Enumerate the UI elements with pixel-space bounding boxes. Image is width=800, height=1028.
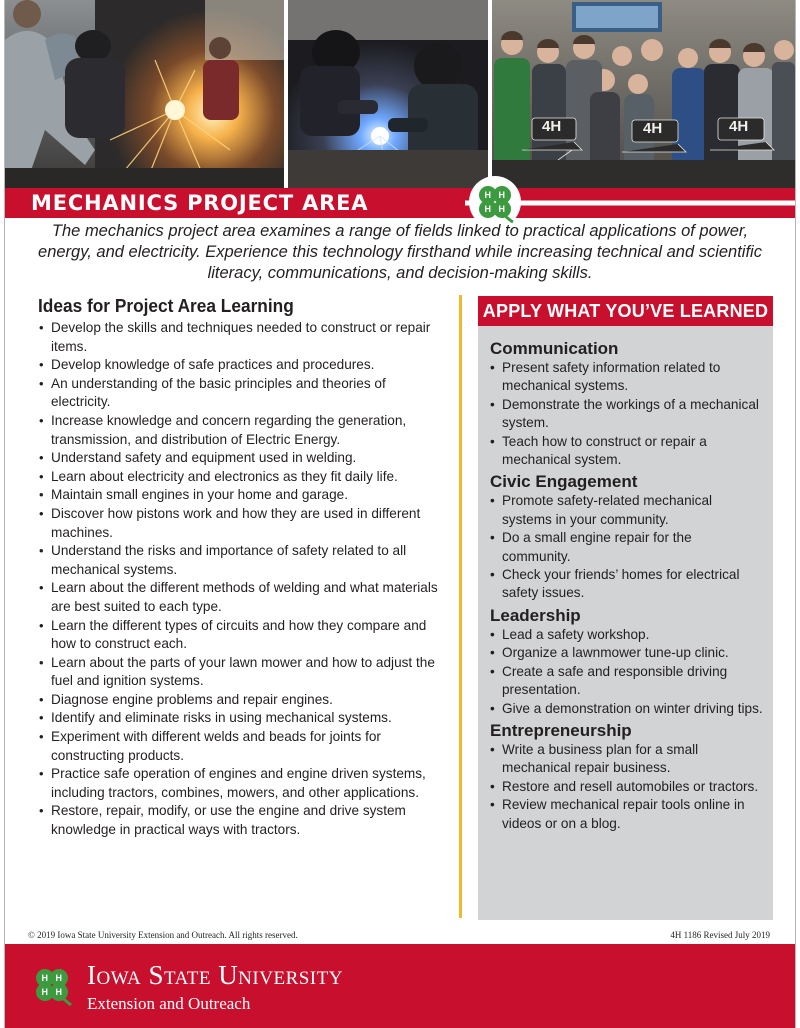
- svg-text:H: H: [484, 204, 491, 214]
- university-name: Iowa State University: [87, 960, 343, 990]
- list-item: • Present safety information related to mechanical systems.: [490, 359, 763, 396]
- list-item: • Learn about electricity and electronics as they fit daily life.: [38, 468, 443, 487]
- svg-text:H: H: [55, 987, 62, 997]
- svg-text:H: H: [484, 190, 491, 200]
- column-divider: [459, 295, 462, 918]
- intro-text: The mechanics project area examines a range of fields linked to practical applications of power, energy, and electricity. Experience this technology firsthand while increasing technical and scientific literacy, communications, and decision-making skills.: [38, 222, 762, 282]
- extension-name: Extension and Outreach: [87, 994, 251, 1013]
- list-item: • Restore, repair, modify, or use the engine and drive system knowledge in practical ways with tractors.: [38, 802, 443, 839]
- list-item: • Diagnose engine problems and repair engines.: [38, 691, 443, 710]
- list-item: • Check your friends’ homes for electrical safety issues.: [490, 566, 763, 603]
- list-item: • Discover how pistons work and how they are used in different machines.: [38, 505, 443, 542]
- photo-sign-3-text: 4H: [729, 118, 749, 135]
- svg-text:H: H: [41, 973, 48, 983]
- svg-text:H: H: [41, 987, 48, 997]
- apply-list-civic-engagement: [490, 492, 763, 602]
- document-number: 4H 1186 Revised July 2019: [670, 930, 770, 940]
- page-title: MECHANICS PROJECT AREA: [31, 191, 369, 215]
- list-item: • Learn the different types of circuits and how they compare and how to construct each.: [38, 617, 443, 654]
- list-item: • Demonstrate the workings of a mechanical system.: [490, 396, 763, 433]
- photo-sign-1-text: 4H: [542, 118, 562, 135]
- list-item: • Do a small engine repair for the community.: [490, 529, 763, 566]
- list-item: • Experiment with different welds and beads for joints for constructing products.: [38, 728, 443, 765]
- list-item: • Identify and eliminate risks in using mechanical systems.: [38, 709, 443, 728]
- list-item: • Maintain small engines in your home and garage.: [38, 486, 443, 505]
- photo-sign-2-text: 4H: [643, 120, 663, 137]
- svg-text:H: H: [55, 973, 62, 983]
- list-item: • Understand the risks and importance of safety related to all mechanical systems.: [38, 542, 443, 579]
- svg-text:H: H: [498, 204, 505, 214]
- footer-bar: [5, 944, 795, 1028]
- list-item: • Teach how to construct or repair a mechanical system.: [490, 433, 763, 470]
- apply-list-communication: [490, 359, 763, 469]
- list-item: • Develop the skills and techniques needed to construct or repair items.: [38, 319, 443, 356]
- apply-list-entrepreneurship: [490, 741, 763, 833]
- list-item: • Increase knowledge and concern regarding the generation, transmission, and distribution of Electric Energy.: [38, 412, 443, 449]
- list-item: • Lead a safety workshop.: [490, 626, 763, 644]
- apply-section-title: Civic Engagement: [490, 472, 638, 492]
- photo-welding: [288, 0, 488, 188]
- ideas-heading: Ideas for Project Area Learning: [38, 296, 294, 316]
- copyright-text: © 2019 Iowa State University Extension and Outreach. All rights reserved.: [28, 930, 298, 940]
- list-item: • Learn about the different methods of welding and what materials are best suited to each type.: [38, 579, 443, 616]
- list-item: • Understand safety and equipment used in welding.: [38, 449, 443, 468]
- apply-heading: APPLY WHAT YOU’VE LEARNED: [478, 296, 773, 326]
- apply-panel: [478, 326, 773, 920]
- list-item: • Restore and resell automobiles or tractors.: [490, 778, 763, 796]
- photo-grinding-sparks: [5, 0, 284, 188]
- list-item: • Create a safe and responsible driving presentation.: [490, 663, 763, 700]
- ideas-list: [38, 319, 443, 840]
- list-item: • Promote safety-related mechanical systems in your community.: [490, 492, 763, 529]
- list-item: • Review mechanical repair tools online in videos or on a blog.: [490, 796, 763, 833]
- list-item: • Organize a lawnmower tune-up clinic.: [490, 644, 763, 662]
- title-bar: [5, 188, 795, 218]
- list-item: • Give a demonstration on winter driving tips.: [490, 700, 763, 718]
- photo-strip: [5, 0, 795, 188]
- photo-group-4h-signs: [492, 0, 795, 188]
- list-item: • Write a business plan for a small mechanical repair business.: [490, 741, 763, 778]
- list-item: • Develop knowledge of safe practices and procedures.: [38, 356, 443, 375]
- apply-list-leadership: [490, 626, 763, 718]
- footer-4h-clover-icon: [29, 962, 75, 1013]
- list-item: • Practice safe operation of engines and engine driven systems, including tractors, combines, mowers, and other applications.: [38, 765, 443, 802]
- ideas-section: [38, 296, 443, 840]
- apply-section-title: Leadership: [490, 605, 581, 625]
- list-item: • Learn about the parts of your lawn mower and how to adjust the fuel and ignition systems.: [38, 654, 443, 691]
- svg-text:H: H: [498, 190, 505, 200]
- apply-section-title: Entrepreneurship: [490, 720, 632, 740]
- list-item: • An understanding of the basic principles and theories of electricity.: [38, 375, 443, 412]
- apply-section-title: Communication: [490, 339, 619, 358]
